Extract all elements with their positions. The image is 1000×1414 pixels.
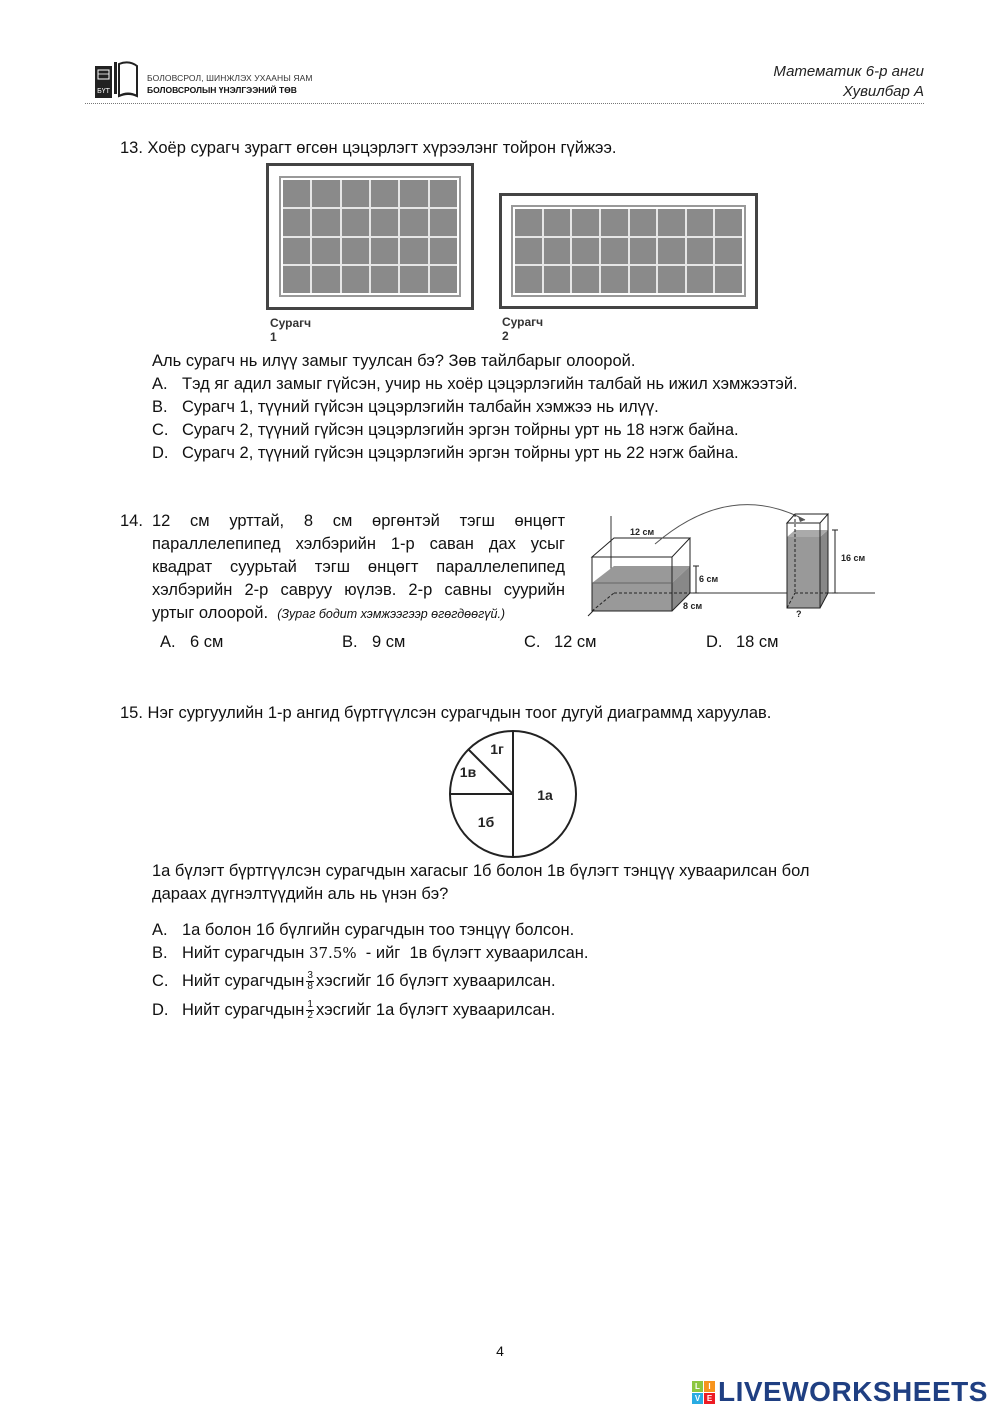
q14-stem: 14. 12 см урттай, 8 см өргөнтэй тэгш өнцөгт параллелепипед хэлбэрийн 1-р саван дах усыг квадрат суурьтай тэгш өнцөгт параллелепипед хэлбэрийн 2-р савруу юүлэв. 2-р савны суурийн уртыг олоорой. (Зураг бодит хэмжээгээр өгөгдөөгүй.)	[120, 512, 565, 622]
q13-options	[152, 373, 798, 465]
fraction-3-8: $\frac{3}{8}$	[307, 970, 313, 993]
liveworksheets-logo[interactable]	[692, 1376, 988, 1408]
q13-option-c[interactable]: C. Сурагч 2, түүний гүйсэн цэцэрлэгийн эргэн тойрны урт нь 18 нэгж байна.	[152, 421, 739, 439]
slice-1a-label: 1а	[537, 787, 553, 803]
garden-student-2	[499, 193, 758, 309]
q14-option-a[interactable]: A. 6 см	[160, 633, 224, 651]
q14-figure	[580, 500, 880, 625]
student-2-label: Сурагч 2	[502, 315, 544, 343]
brand-text: LIVEWORKSHEETS	[718, 1376, 988, 1407]
subject-title: Математик 6-р анги	[773, 63, 924, 80]
page-number: 4	[496, 1343, 504, 1359]
tall-height-label: 16 см	[841, 553, 866, 563]
unknown-label: ?	[796, 609, 802, 619]
containers-diagram	[580, 500, 880, 620]
q15-option-d[interactable]: D. Нийт сурагчдын $\frac{1}{2}$ хэсгийг 1а бүлэгт хуваарилсан.	[152, 999, 556, 1022]
height-label: 6 см	[699, 574, 719, 584]
q13-stem-text: Хоёр сурагч зурагт өгсөн цэцэрлэгт хүрээлэнг тойрон гүйжээ.	[147, 139, 617, 157]
grid-6x4	[283, 180, 457, 293]
q15-stem	[120, 702, 771, 725]
student-1-label: Сурагч 1	[270, 316, 312, 344]
org-line-2: БОЛОВСРОЛЫН ҮНЭЛГЭЭНИЙ ТӨВ	[147, 85, 297, 95]
slice-1b-label: 1б	[477, 814, 495, 830]
q13-stem	[120, 137, 616, 160]
percent-value: 37.5%	[308, 944, 357, 962]
garden-student-1	[266, 163, 474, 310]
ministry-logo	[95, 60, 139, 100]
length-label: 12 см	[630, 527, 655, 537]
header-right	[773, 62, 924, 102]
org-line-1: БОЛОВСРОЛ, ШИНЖЛЭХ УХААНЫ ЯАМ	[147, 73, 313, 83]
book-logo-icon	[95, 60, 139, 100]
fraction-1-2: $\frac{1}{2}$	[307, 999, 313, 1022]
q15-paragraph: 1а бүлэгт бүртгүүлсэн сурагчдын хагасыг 1б болон 1в бүлэгт тэнцүү хуваарилсан бол дараах дүгнэлтүүдийн аль нь үнэн бэ?	[152, 862, 810, 903]
width-label: 8 см	[683, 601, 703, 611]
pie-chart	[447, 728, 581, 867]
q13-option-a[interactable]: A. Тэд яг адил замыг гүйсэн, учир нь хоёр цэцэрлэгийн талбай нь ижил хэмжээтэй.	[152, 375, 798, 393]
q15-number: 15.	[120, 704, 143, 722]
slice-1g-label: 1г	[490, 741, 504, 757]
q15-option-a[interactable]: A. 1а болон 1б бүлгийн сурагчдын тоо тэнцүү болсон.	[152, 921, 575, 939]
q15-option-b[interactable]: B. Нийт сурагчдын 37.5% - ийг 1в бүлэгт хуваарилсан.	[152, 944, 589, 962]
q14-scale-note: (Зураг бодит хэмжээгээр өгөгдөөгүй.)	[277, 607, 506, 621]
live-squares-icon: L I V E	[692, 1381, 715, 1404]
q13-option-d[interactable]: D. Сурагч 2, түүний гүйсэн цэцэрлэгийн эргэн тойрны урт нь 22 нэгж байна.	[152, 444, 739, 462]
q15-stem-text: Нэг сургуулийн 1-р ангид бүртгүүлсэн сурагчдын тоог дугуй диаграммд харуулав.	[147, 704, 772, 722]
q13-number: 13.	[120, 139, 143, 157]
q14-number: 14.	[120, 512, 143, 530]
svg-text:БҮТ: БҮТ	[97, 88, 110, 95]
slice-1v-label: 1в	[459, 764, 477, 780]
variant-label: Хувилбар А	[842, 83, 924, 100]
q15-options	[152, 919, 589, 1022]
q14-option-c[interactable]: C. 12 см	[524, 633, 597, 651]
q14-option-d[interactable]: D. 18 см	[706, 633, 779, 651]
grid-8x3	[515, 209, 742, 293]
q13-option-b[interactable]: B. Сурагч 1, түүний гүйсэн цэцэрлэгийн талбайн хэмжээ нь илүү.	[152, 398, 659, 416]
q15-option-c[interactable]: C. Нийт сурагчдын $\frac{3}{8}$ хэсгийг 1б бүлэгт хуваарилсан.	[152, 970, 556, 993]
q13-question: Аль сурагч нь илүү замыг туулсан бэ? Зөв тайлбарыг олоорой.	[152, 352, 636, 370]
header-divider	[85, 103, 924, 104]
pie-diagram	[447, 728, 581, 862]
q14-option-b[interactable]: B. 9 см	[342, 633, 406, 651]
